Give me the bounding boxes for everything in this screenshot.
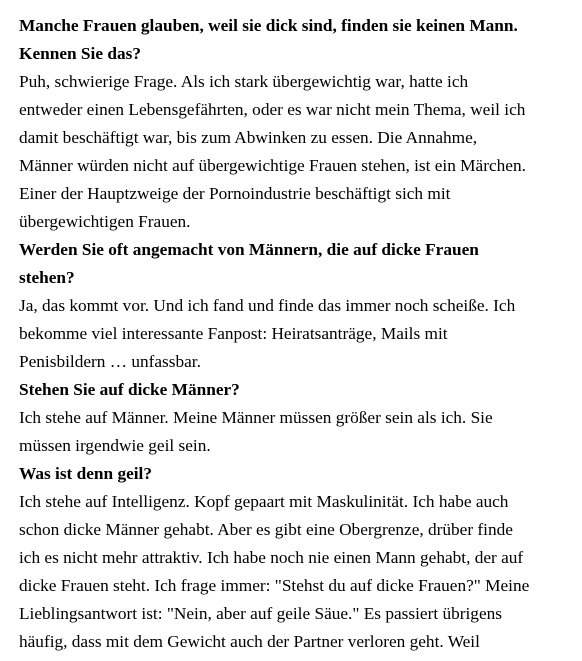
text-line: Einer der Hauptzweige der Pornoindustrie beschäftigt sich mit — [19, 184, 451, 203]
interview-answer — [19, 488, 575, 656]
interview-question — [19, 236, 575, 292]
interview-question — [19, 376, 575, 404]
text-line: Werden Sie oft angemacht von Männern, die auf dicke Frauen — [19, 240, 479, 259]
text-line: Manche Frauen glauben, weil sie dick sind, finden sie keinen Mann. — [19, 16, 518, 35]
text-line: stehen? — [19, 268, 75, 287]
text-line: Puh, schwierige Frage. Als ich stark übergewichtig war, hatte ich — [19, 72, 469, 91]
interview-question — [19, 460, 575, 488]
text-line: schon dicke Männer gehabt. Aber es gibt eine Obergrenze, drüber finde — [19, 520, 513, 539]
text-line: Kennen Sie das? — [19, 44, 141, 63]
text-line: dicke Frauen steht. Ich frage immer: "Stehst du auf dicke Frauen?" Meine — [19, 576, 530, 595]
text-line: Ich stehe auf Intelligenz. Kopf gepaart mit Maskulinität. Ich habe auch — [19, 492, 509, 511]
text-line: bekomme viel interessante Fanpost: Heiratsanträge, Mails mit — [19, 324, 448, 343]
interview-answer — [19, 404, 575, 460]
text-line: Ich stehe auf Männer. Meine Männer müssen größer sein als ich. Sie — [19, 408, 493, 427]
text-line: Lieblingsantwort ist: "Nein, aber auf geile Säue." Es passiert übrigens — [19, 604, 502, 623]
text-line: Stehen Sie auf dicke Männer? — [19, 380, 240, 399]
text-line: häufig, dass mit dem Gewicht auch der Partner verloren geht. Weil — [19, 632, 480, 651]
interview-question — [19, 12, 575, 68]
interview-answer — [19, 292, 575, 376]
text-line: müssen irgendwie geil sein. — [19, 436, 211, 455]
text-line: ich es nicht mehr attraktiv. Ich habe noch nie einen Mann gehabt, der auf — [19, 548, 524, 567]
text-line: übergewichtigen Frauen. — [19, 212, 191, 231]
interview-answer — [19, 68, 575, 236]
text-line: damit beschäftigt war, bis zum Abwinken zu essen. Die Annahme, — [19, 128, 478, 147]
text-line: Männer würden nicht auf übergewichtige Frauen stehen, ist ein Märchen. — [19, 156, 526, 175]
text-line: Ja, das kommt vor. Und ich fand und finde das immer noch scheiße. Ich — [19, 296, 516, 315]
text-line: entweder einen Lebensgefährten, oder es war nicht mein Thema, weil ich — [19, 100, 526, 119]
text-line: Was ist denn geil? — [19, 464, 152, 483]
text-line: Penisbildern … unfassbar. — [19, 352, 201, 371]
